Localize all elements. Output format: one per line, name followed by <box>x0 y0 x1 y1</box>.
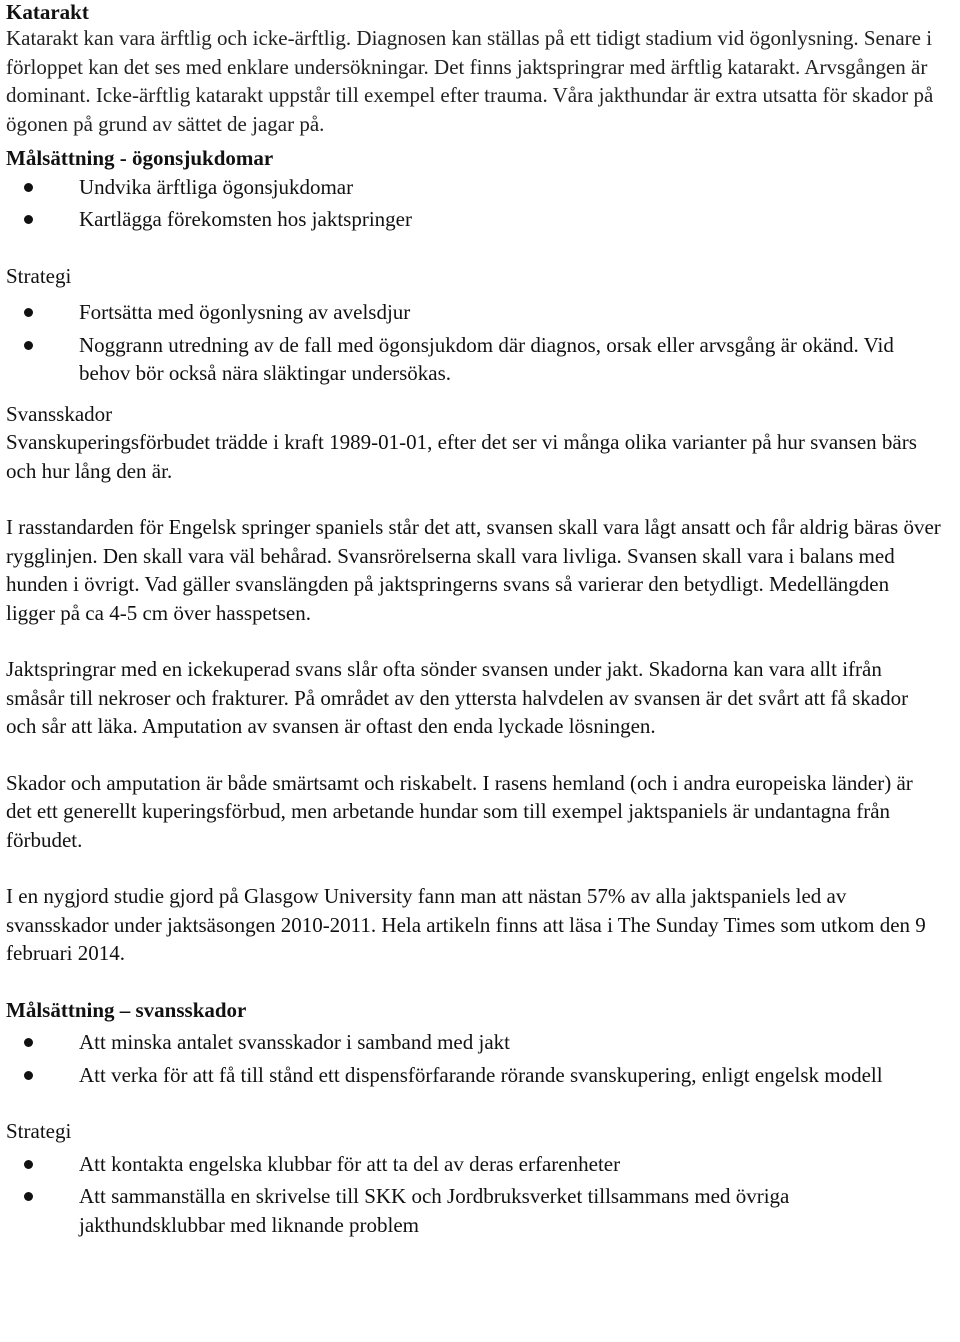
bullet-icon <box>24 1192 33 1201</box>
list-item: Fortsätta med ögonlysning av avelsdjur <box>6 298 960 327</box>
bullet-icon <box>24 1160 33 1169</box>
bullet-icon <box>24 341 33 350</box>
katarakt-paragraph: Katarakt kan vara ärftlig och icke-ärftlig. Diagnosen kan ställas på ett tidigt stadium vid ögonlysning. Senare i förloppet kan det ses med enklare undersökningar. Det finns jaktspringrar med ärftlig katarakt. Arvsgången är dominant. Icke-ärftlig katarakt uppstår till exempel efter trauma. Våra jakthundar är extra utsatta för skador på ögonen på grund av sättet de jagar på. <box>6 26 934 136</box>
strategy-eye-list <box>6 298 960 388</box>
list-item: Undvika ärftliga ögonsjukdomar <box>6 173 960 202</box>
bullet-icon <box>24 215 33 224</box>
tail-paragraph: Svanskuperingsförbudet trädde i kraft 1989-01-01, efter det ser vi många olika varianter på hur svansen bärs och hur lång den är. <box>6 430 917 483</box>
list-item: Att minska antalet svansskador i samband med jakt <box>6 1028 960 1057</box>
bullet-icon <box>24 1071 33 1080</box>
heading-goal-tail: Målsättning – svansskador <box>6 997 247 1022</box>
bullet-icon <box>24 183 33 192</box>
list-item: Noggrann utredning av de fall med ögonsjukdom där diagnos, orsak eller arvsgång är okänd. Vid behov bör också nära släktingar undersökas. <box>6 331 960 388</box>
bullet-icon <box>24 308 33 317</box>
heading-goal-eye: Målsättning - ögonsjukdomar <box>6 146 274 170</box>
strategy-tail-list <box>6 1150 960 1240</box>
list-item: Att sammanställa en skrivelse till SKK och Jordbruksverket tillsammans med övriga jakthundsklubbar med liknande problem <box>6 1182 960 1239</box>
goal-eye-list <box>6 173 960 234</box>
tail-paragraph: I en nygjord studie gjord på Glasgow University fann man att nästan 57% av alla jaktspaniels led av svansskador under jaktsäsongen 2010-2011. Hela artikeln finns att läsa i The Sunday Times som utkom den 9 februari 2014. <box>6 884 926 965</box>
list-item: Att verka för att få till stånd ett dispensförfarande rörande svanskupering, enligt engelsk modell <box>6 1061 960 1090</box>
section-title-katarakt: Katarakt <box>6 0 89 24</box>
heading-tail-injuries: Svansskador <box>6 401 113 426</box>
bullet-icon <box>24 1038 33 1047</box>
list-item: Kartlägga förekomsten hos jaktspringer <box>6 205 960 234</box>
heading-strategy-eye: Strategi <box>6 263 72 288</box>
heading-strategy-tail: Strategi <box>6 1119 72 1143</box>
goal-tail-list <box>6 1028 960 1089</box>
list-item: Att kontakta engelska klubbar för att ta del av deras erfarenheter <box>6 1150 960 1179</box>
tail-paragraph: Jaktspringrar med en ickekuperad svans slår ofta sönder svansen under jakt. Skadorna kan vara allt ifrån småsår till nekroser och frakturer. På området av den yttersta halvdelen av svansen är det svårt att få skador och sår att läka. Amputation av svansen är oftast den enda lyckade lösningen. <box>6 657 909 738</box>
tail-paragraph: Skador och amputation är både smärtsamt och riskabelt. I rasens hemland (och i andra europeiska länder) är det ett generellt kuperingsförbud, men arbetande hundar som till exempel jaktspaniels är undantagna från förbudet. <box>6 770 913 852</box>
tail-paragraph: I rasstandarden för Engelsk springer spaniels står det att, svansen skall vara lågt ansatt och får aldrig bäras över rygglinjen. Den skall vara väl behårad. Svansrörelserna skall vara livliga. Svansen skall vara i balans med hunden i övrigt. Vad gäller svanslängden på jaktspringerns svans så varierar den betydligt. Medellängden ligger på ca 4-5 cm över hasspetsen. <box>6 515 941 625</box>
